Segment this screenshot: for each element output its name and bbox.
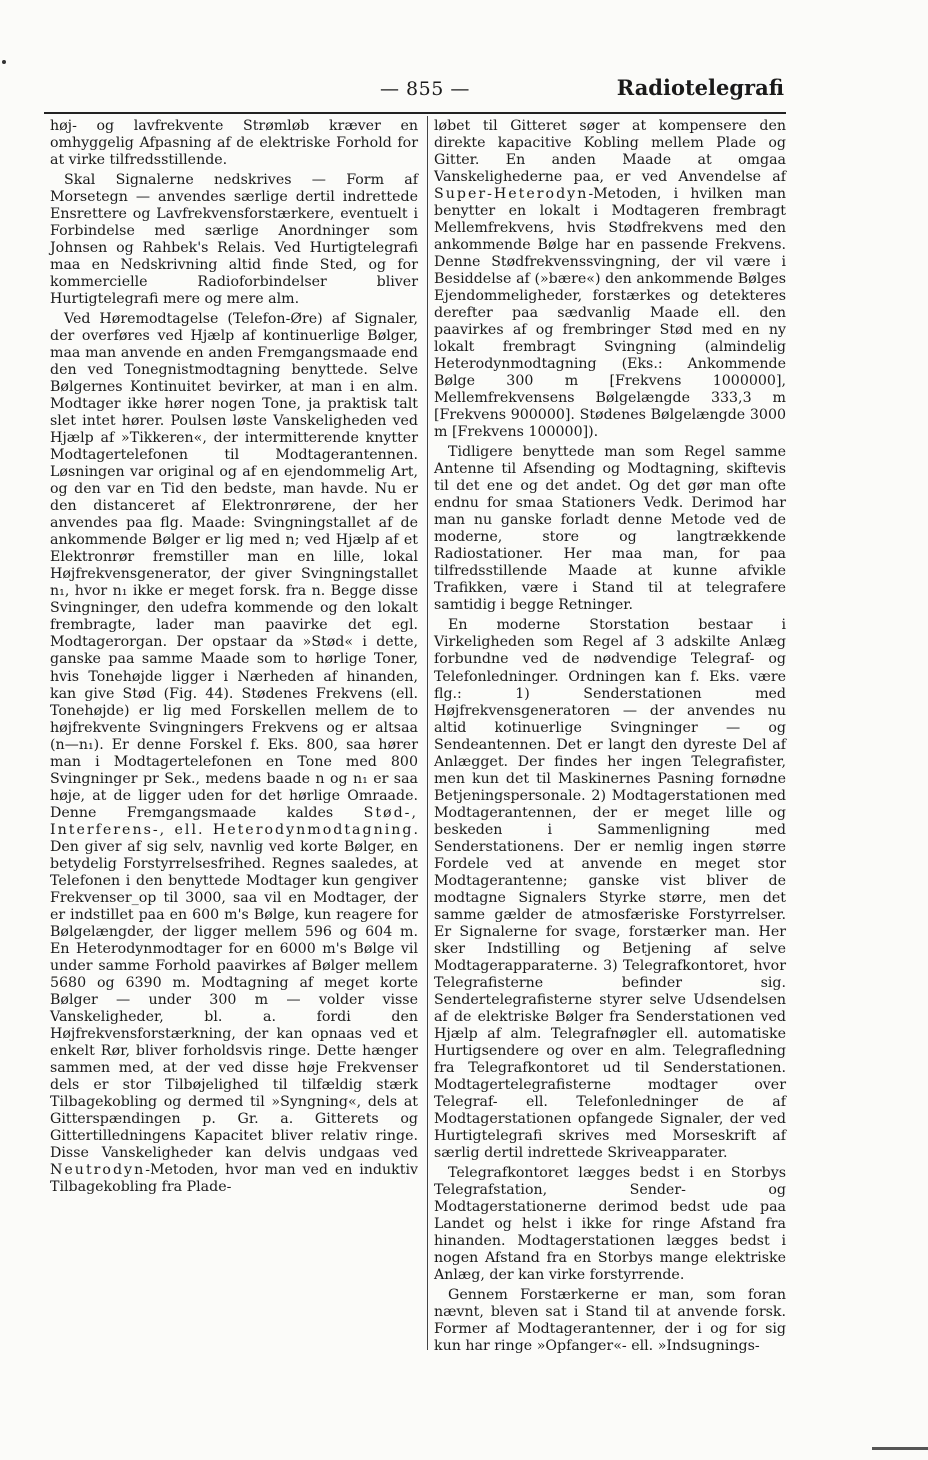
paragraph: Telegrafkontoret lægges bedst i en Storbys Telegrafstation, Sender- og Modtagerstationerne derimod bedst ude paa Landet og helst i ikke for ringe Afstand fra hinanden. Modtagerstationen lægges bedst i nogen Afstand fra en Storbys mange elektriske Anlæg, der kan virke forstyrrende. — [434, 1164, 786, 1284]
right-column — [434, 118, 786, 1358]
text-run: -Metoden, i hvilken man benytter en lokalt i Modtageren frembragt Mellemfrekvens, hvis Stødfrekvens med den ankommende Bølge har en passende Frekvens. Denne Stødfrekvenssvingning, der vil være i Besiddelse af (»bære«) den ankommende Bølges Ejendommeligheder, forstærkes og detekteres derefter paa sædvanlig Maade ell. den paavirkes af og frembringer Stød med en ny lokalt frembragt Svingning (almindelig Heterodynmodtagning (Eks.: Ankommende Bølge 300 m [Frekvens 1000000], Mellemfrekvensens Bølgelængde 333,3 m [Frekvens 900000]. Stødenes Bølgelængde 3000 m [Frekvens 100000]). — [434, 186, 786, 441]
text-run: løbet til Gitteret søger at kompensere den direkte kapacitive Kobling mellem Plade og Gitter. En anden Maade at omgaa Vanskelighederne paa, er ved Anvendelse af — [434, 118, 786, 186]
column-divider — [427, 116, 428, 1350]
paragraph: Tidligere benyttede man som Regel samme Antenne til Afsending og Modtagning, skiftevis til det ene og det andet. Og det gør man ofte endnu for smaa Stationers Vedk. Derimod har man nu ganske forladt denne Metode ved de moderne, store og langtrækkende Radiostationer. Her maa man, for paa tilfredsstillende Maade at kunne afvikle Trafikken, være i Stand til at telegrafere samtidig i begge Retninger. — [434, 444, 786, 614]
paragraph: Skal Signalerne nedskrives — Form af Morsetegn — anvendes særlige dertil indrettede Ensrettere og Lavfrekvensforstærkere, eventuelt i Forbindelse med særlige Anordninger som Johnsen og Rahbek's Relais. Ved Hurtigtelegrafi maa en Nedskrivning altid finde Sted, og for kommercielle Radioforbindelser bliver Hurtigtelegrafi mere og mere alm. — [50, 172, 418, 308]
spaced-term: Super-Heterodyn — [434, 186, 589, 203]
scan-mark — [872, 1447, 928, 1450]
left-column — [50, 118, 418, 1199]
paragraph — [50, 311, 418, 1196]
spaced-term: Stød-, Interferens-, ell. Heterodynmodtagning — [50, 804, 418, 838]
paragraph: høj- og lavfrekvente Strømløb kræver en omhyggelig Afpasning af de elektriske Forhold for at virke tilfredsstillende. — [50, 118, 418, 169]
page-number: — 855 — — [380, 78, 470, 100]
paragraph — [434, 118, 786, 441]
running-title: Radiotelegrafi — [616, 75, 784, 100]
page-header — [40, 72, 790, 106]
text-run: -Metoden, hvor man ved en induktiv Tilbagekobling fra Plade- — [50, 1161, 418, 1195]
scan-speck — [2, 60, 6, 64]
text-run: Ved Høremodtagelse (Telefon-Øre) af Signaler, der overføres ved Hjælp af kontinuerlige Bølger, maa man anvende en anden Fremgangsmaade end den ved Tonegnistmodtagning benyttede. Selve Bølgernes Kontinuitet bevirker, at man i en alm. Modtager ikke hører nogen Tone, ja praktisk talt slet intet hører. Poulsen løste Vanskeligheden ved Hjælp af »Tikkeren«, der intermitterende knytter Modtagertelefonen til Modtagerantennen. Løsningen var original og af en ejendommelig Art, og den var en Tid den bedste, man havde. Nu er den distanceret af Elektronrørene, der her anvendes paa flg. Maade: Svingningstallet af de ankommende Bølger er lig med n; ved Hjælp af et Elektronrør fremstiller man en lille, lokal Højfrekvensgenerator, der giver Svingningstallet n₁, hvor n₁ ikke er meget forsk. fra n. Begge disse Svingninger, den udefra kommende og den lokalt frembragte, lader man paavirke det egl. Modtagerorgan. Der opstaar da »Stød« i dette, ganske paa samme Maade som to hørlige Toner, hvis Tonehøjde ligger i Nærheden af hinanden, kan give Stød (Fig. 44). Stødenes Frekvens (ell. Tonehøjde) er lig med Forskellen mellem de to højfrekvente Svingningers Frekvens og er altsaa (n—n₁). Er denne Forskel f. Eks. 800, saa hører man i Modtagertelefonen en Tone med 800 Svingninger pr Sek., medens baade n og n₁ er saa høje, at de ligger uden for det hørlige Omraade. Denne Fremgangsmaade kaldes — [50, 311, 418, 821]
paragraph: Gennem Forstærkerne er man, som foran nævnt, bleven sat i Stand til at anvende forsk. Former af Modtagerantenner, der i og for sig kun har ringe »Opfanger«- ell. »Indsugnings- — [434, 1287, 786, 1355]
text-run: . Den giver af sig selv, navnlig ved korte Bølger, en betydelig Forstyrrelsesfrihed. Regnes saaledes, at Telefonen i den benyttede Modtager kun gengiver Frekvenser_op til 3000, saa vil en Modtager, der er indstillet paa en 600 m's Bølge, kun reagere for Bølgelængder, der ligger mellem 596 og 604 m. En Heterodynmodtager for en 6000 m's Bølge vil under samme Forhold paavirkes af Bølger mellem 5680 og 6390 m. Modtagning af meget korte Bølger — under 300 m — volder visse Vanskeligheder, bl. a. fordi den Højfrekvensforstærkning, der kan opnaas ved et enkelt Rør, bliver forholdsvis ringe. Dette hænger sammen med, at der ved disse høje Frekvenser dels er stor Tilbøjelighed til tilfældig stærk Tilbagekobling og dermed til »Syngning«, dels at Gitterspændingen p. Gr. a. Gitterets og Gittertilledningens Kapacitet bliver relativ ringe. Disse Vanskeligheder kan delvis undgaas ved — [50, 821, 418, 1161]
header-rule — [44, 112, 786, 114]
spaced-term: Neutrodyn — [50, 1161, 146, 1178]
paragraph: En moderne Storstation bestaar i Virkeligheden som Regel af 3 adskilte Anlæg forbundne ved de nødvendige Telegraf- og Telefonledninger. Ordningen kan f. Eks. være flg.: 1) Senderstationen med Højfrekvensgeneratoren — der anvendes nu altid kotinuerlige Svingninger — og Sendeantennen. Det er langt den dyreste Del af Anlægget. Der findes her ingen Telegrafister, men kun det til Maskinernes Pasning fornødne Betjeningspersonale. 2) Modtagerstationen med Modtagerantennen, der er meget lille og beskeden i Sammenligning med Senderstationens. Der er nemlig ingen større Fordele ved at anvende en meget stor Modtagerantenne; ganske vist bliver de modtagne Signalers Styrke større, men det samme gælder de atmosfæriske Forstyrrelser. Er Signalerne for svage, forstærker man. Her sker Indstilling og Betjening af selve Modtagerapparaterne. 3) Telegrafkontoret, hvor Telegrafisterne befinder sig. Sendertelegrafisterne styrer selve Udsendelsen af de elektriske Bølger fra Senderstationen ved Hjælp af alm. Telegrafnøgler ell. automatiske Hurtigsendere og over en alm. Telegrafledning fra Telegrafkontoret ud til Senderstationen. Modtagertelegrafisterne modtager over Telegraf- ell. Telefonledninger de af Modtagerstationen opfangede Signaler, der ved Hurtigtelegrafi skrives med Morseskrift af særlig dertil indrettede Skriveapparater. — [434, 617, 786, 1161]
